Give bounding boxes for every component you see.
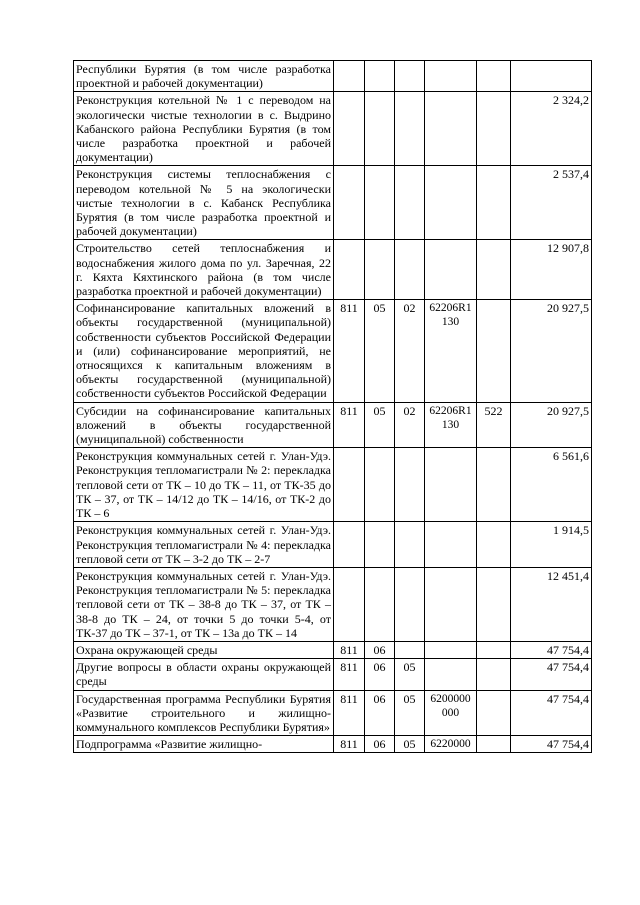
row-name-cell: Субсидии на софинансирование капитальных вложений в объекты государственной (муниципальной) собственности [74, 402, 334, 448]
table-body [74, 61, 592, 753]
row-expense-type-cell [477, 567, 511, 641]
row-section-code-cell: 06 [365, 690, 395, 736]
row-amount-cell: 1 914,5 [511, 522, 592, 568]
row-section-code-cell: 06 [365, 736, 395, 753]
row-subsection-code-cell: 05 [395, 690, 425, 736]
table-row [74, 567, 592, 641]
table-row [74, 240, 592, 300]
row-expense-type-cell [477, 448, 511, 522]
table-row [74, 736, 592, 753]
row-expense-type-cell: 522 [477, 402, 511, 448]
row-target-article-cell [425, 567, 477, 641]
row-ministry-code-cell [334, 61, 365, 92]
row-amount-cell: 12 907,8 [511, 240, 592, 300]
row-ministry-code-cell: 811 [334, 659, 365, 690]
row-section-code-cell: 05 [365, 402, 395, 448]
row-amount-cell: 47 754,4 [511, 736, 592, 753]
row-expense-type-cell [477, 166, 511, 240]
row-subsection-code-cell: 05 [395, 659, 425, 690]
row-name-cell: Реконструкция коммунальных сетей г. Улан-Удэ. Реконструкция тепломагистрали № 4: перекладка тепловой сети от ТК – 3-2 до ТК – 2-7 [74, 522, 334, 568]
row-section-code-cell [365, 567, 395, 641]
row-name-cell: Другие вопросы в области охраны окружающей среды [74, 659, 334, 690]
row-ministry-code-cell: 811 [334, 402, 365, 448]
table-row [74, 690, 592, 736]
row-subsection-code-cell [395, 92, 425, 166]
row-subsection-code-cell: 02 [395, 300, 425, 402]
row-target-article-cell: 62206R1 130 [425, 300, 477, 402]
budget-table [73, 60, 592, 753]
row-subsection-code-cell [395, 240, 425, 300]
row-expense-type-cell [477, 659, 511, 690]
row-target-article-cell [425, 92, 477, 166]
row-section-code-cell: 05 [365, 300, 395, 402]
table-row [74, 92, 592, 166]
row-name-cell: Реконструкция котельной № 1 с переводом на экологически чистые технологии в с. Выдрино Кабанского района Республики Бурятия (в том числе разработка проектной и рабочей документации) [74, 92, 334, 166]
row-section-code-cell [365, 448, 395, 522]
row-ministry-code-cell [334, 522, 365, 568]
row-target-article-cell: 6220000 [425, 736, 477, 753]
row-amount-cell: 47 754,4 [511, 641, 592, 658]
row-ministry-code-cell [334, 166, 365, 240]
row-subsection-code-cell [395, 522, 425, 568]
row-expense-type-cell [477, 92, 511, 166]
row-expense-type-cell [477, 690, 511, 736]
row-ministry-code-cell [334, 567, 365, 641]
row-expense-type-cell [477, 736, 511, 753]
row-ministry-code-cell [334, 92, 365, 166]
row-name-cell: Реконструкция коммунальных сетей г. Улан-Удэ. Реконструкция тепломагистрали № 2: перекладка тепловой сети от ТК – 10 до ТК – 11, от ТК-35 до ТК – 37, от ТК – 14/12 до ТК – 14/16, от ТК-2 до ТК – 6 [74, 448, 334, 522]
row-target-article-cell [425, 641, 477, 658]
row-subsection-code-cell [395, 448, 425, 522]
row-amount-cell: 20 927,5 [511, 300, 592, 402]
row-amount-cell [511, 61, 592, 92]
row-name-cell: Охрана окружающей среды [74, 641, 334, 658]
row-section-code-cell [365, 240, 395, 300]
row-expense-type-cell [477, 641, 511, 658]
row-subsection-code-cell [395, 567, 425, 641]
row-amount-cell: 47 754,4 [511, 659, 592, 690]
row-ministry-code-cell [334, 240, 365, 300]
row-section-code-cell: 06 [365, 641, 395, 658]
row-subsection-code-cell: 05 [395, 736, 425, 753]
row-amount-cell: 47 754,4 [511, 690, 592, 736]
row-target-article-cell [425, 448, 477, 522]
table-row [74, 402, 592, 448]
row-expense-type-cell [477, 61, 511, 92]
row-section-code-cell [365, 166, 395, 240]
row-target-article-cell [425, 240, 477, 300]
table-row [74, 300, 592, 402]
table-row [74, 641, 592, 658]
row-amount-cell: 12 451,4 [511, 567, 592, 641]
row-target-article-cell [425, 659, 477, 690]
row-target-article-cell [425, 61, 477, 92]
row-section-code-cell [365, 522, 395, 568]
row-ministry-code-cell: 811 [334, 300, 365, 402]
row-subsection-code-cell [395, 641, 425, 658]
row-subsection-code-cell: 02 [395, 402, 425, 448]
row-amount-cell: 20 927,5 [511, 402, 592, 448]
row-name-cell: Подпрограмма «Развитие жилищно- [74, 736, 334, 753]
table-row [74, 522, 592, 568]
row-name-cell: Реконструкция системы теплоснабжения с переводом котельной № 5 на экологически чистые технологии в с. Кабанск Республика Бурятия (в том числе разработка проектной и рабочей документации) [74, 166, 334, 240]
table-row [74, 166, 592, 240]
row-expense-type-cell [477, 522, 511, 568]
row-ministry-code-cell: 811 [334, 736, 365, 753]
row-subsection-code-cell [395, 166, 425, 240]
table-row [74, 61, 592, 92]
row-section-code-cell [365, 92, 395, 166]
row-ministry-code-cell [334, 448, 365, 522]
row-name-cell: Государственная программа Республики Бурятия «Развитие строительного и жилищно-коммунального комплексов Республики Бурятия» [74, 690, 334, 736]
row-expense-type-cell [477, 300, 511, 402]
row-section-code-cell [365, 61, 395, 92]
row-ministry-code-cell: 811 [334, 641, 365, 658]
row-name-cell: Строительство сетей теплоснабжения и водоснабжения жилого дома по ул. Заречная, 22 г. Кяхта Кяхтинского района (в том числе разработка проектной и рабочей документации) [74, 240, 334, 300]
row-name-cell: Реконструкция коммунальных сетей г. Улан-Удэ. Реконструкция тепломагистрали № 5: перекладка тепловой сети от ТК – 38-8 до ТК – 37, от ТК – 38-8 до ТК – 24, от точки 5 до точки 5-4, от ТК-37 до ТК – 37-1, от ТК – 13а до ТК – 14 [74, 567, 334, 641]
row-target-article-cell: 62206R1 130 [425, 402, 477, 448]
row-target-article-cell [425, 522, 477, 568]
table-row [74, 659, 592, 690]
table-row [74, 448, 592, 522]
row-section-code-cell: 06 [365, 659, 395, 690]
row-subsection-code-cell [395, 61, 425, 92]
row-amount-cell: 2 537,4 [511, 166, 592, 240]
row-target-article-cell [425, 166, 477, 240]
row-ministry-code-cell: 811 [334, 690, 365, 736]
row-name-cell: Республики Бурятия (в том числе разработка проектной и рабочей документации) [74, 61, 334, 92]
row-target-article-cell: 6200000 000 [425, 690, 477, 736]
row-name-cell: Софинансирование капитальных вложений в объекты государственной (муниципальной) собственности субъектов Российской Федерации и (или) софинансирование мероприятий, не относящихся к капитальным вложениям в объекты государственной (муниципальной) собственности субъектов Российской Федерации [74, 300, 334, 402]
row-expense-type-cell [477, 240, 511, 300]
row-amount-cell: 6 561,6 [511, 448, 592, 522]
row-amount-cell: 2 324,2 [511, 92, 592, 166]
